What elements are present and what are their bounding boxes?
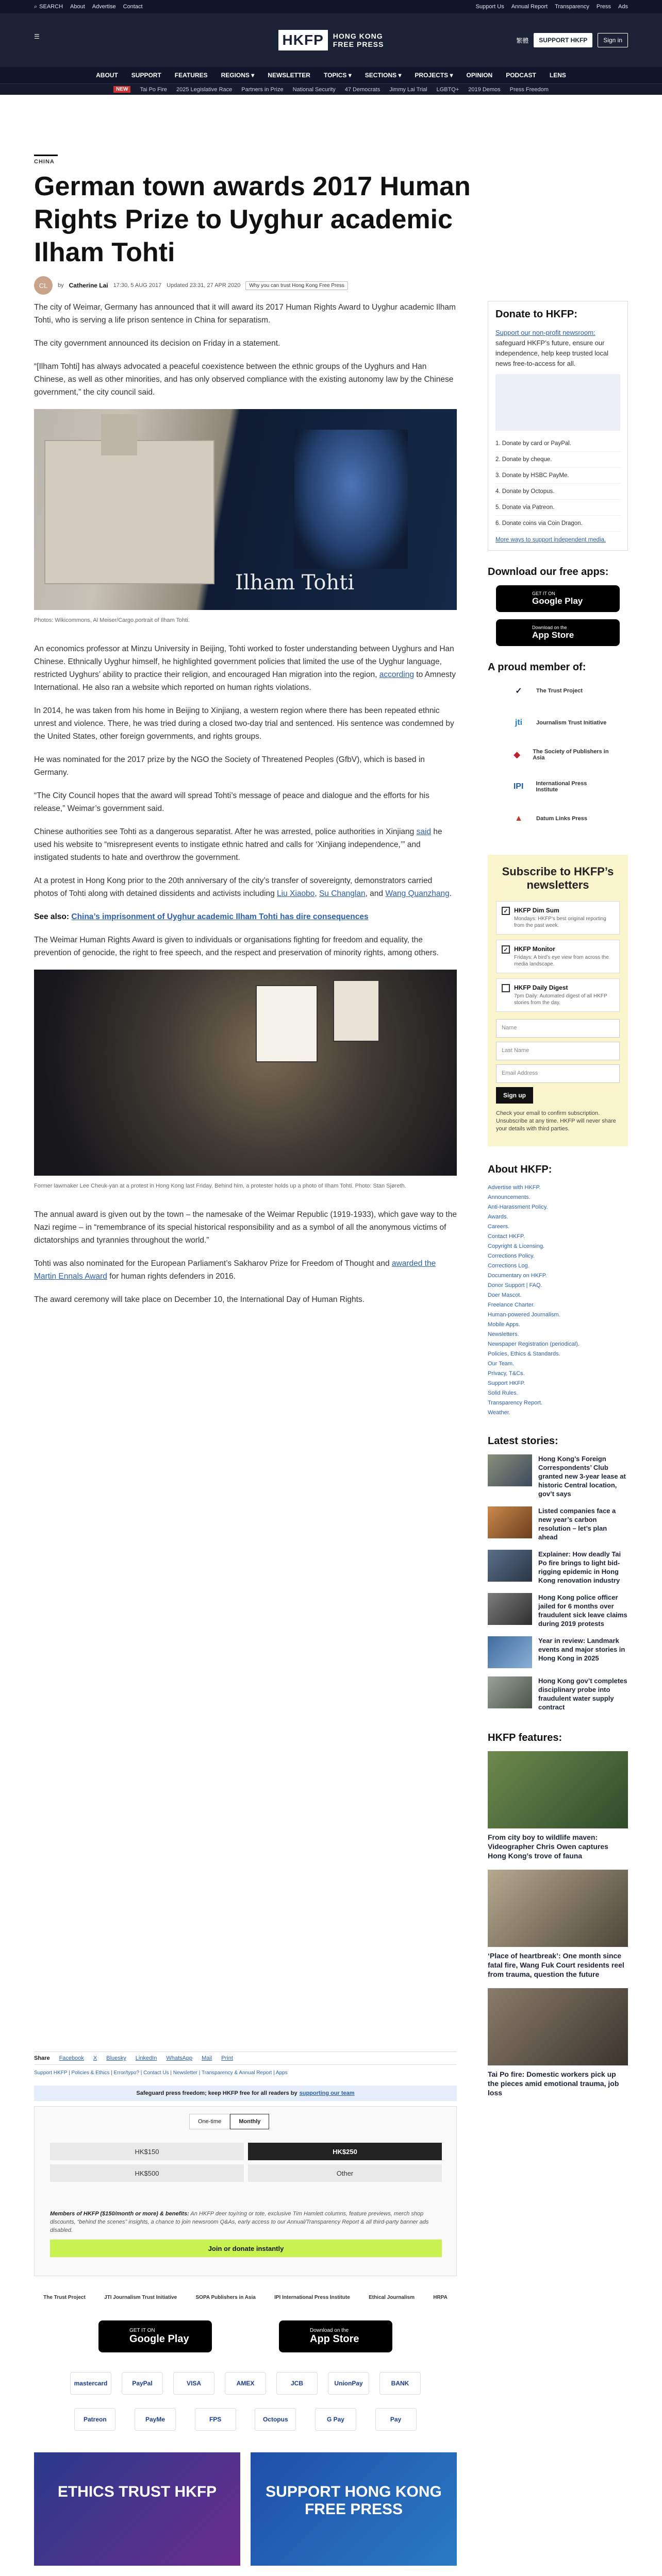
paragraph: Chinese authorities see Tohti as a dangerous separatist. After he was arrested, police authorities in Xinjiang said he used his website to “misrepresent events to instigate ethnic hatred and calls for ‘Xinjiang independence,’” and instigated students to hate and overthrow the government. [34,827,442,862]
share-bluesky[interactable]: Bluesky [106,2055,126,2061]
annual-report-link[interactable]: Annual Report [511,4,548,10]
story-thumbnail [488,1454,532,1486]
article-title: German town awards 2017 Human Rights Prize to Uyghur academic Ilham Tohti [34,172,471,267]
member-logo[interactable]: ✓ The Trust Project [506,681,609,701]
trust-logo[interactable]: HRPA [433,2295,448,2300]
about-link[interactable]: Corrections Log. [488,1263,529,1269]
paragraph: The award ceremony will take place on December 10, the International Day of Human Rights. [34,1295,365,1304]
sidebar-heading: HKFP features: [488,1732,562,1743]
datum-icon: ▲ [515,814,523,823]
weimar-building-image [44,440,214,584]
frequency-toggle [189,2114,269,2129]
story-item[interactable]: Hong Kong police officer jailed for 6 months over fraudulent sick leave claims during 2019 protests [488,1593,628,1628]
nav-item[interactable]: LENS [549,72,566,79]
protest-sign [333,980,379,1042]
advertise-link[interactable]: Advertise [92,4,116,10]
masthead-left [34,33,40,40]
newsletter-signup [488,855,628,1146]
protest-photo [34,970,457,1176]
trending-item[interactable]: 47 Democrats [344,86,380,93]
checkbox-checked[interactable]: ✓ [502,945,510,954]
su-changlan-link[interactable]: Su Changlan [319,889,366,898]
payment-methods-row [65,2372,426,2395]
photo-caption: Photos: Wikicommons, Al Meiser/Cargo.portrait of Ilham Tohti. [34,617,190,623]
google-play-button[interactable]: GET IT ON Google Play [496,585,620,612]
trust-logo-row [34,2295,457,2300]
story-item[interactable]: Hong Kong’s Foreign Correspondents’ Club granted new 3-year lease at historic Central location, gov’t says [488,1454,628,1498]
ethics-promo-video[interactable] [34,2452,240,2566]
donate-button[interactable]: Join or donate instantly [50,2240,442,2257]
ads-link[interactable]: Ads [618,4,628,10]
donate-image [495,374,620,431]
paragraph: In 2014, he was taken from his home in Beijing to Xinjiang, a western region where there has been repeated ethnic unrest and violence. There, he was tried during a closed two-day trial and sentenced. His sentence was condemned by the United States, other foreign governments, and rights groups. [34,706,454,741]
photo-caption: Former lawmaker Lee Cheuk-yan at a protest in Hong Kong last Friday. Behind him, a protester holds up a photo of Ilham Tohti. Photo: Stan Sjøreth. [34,1183,406,1189]
donate-intro: Support our non-profit newsroom: safeguard HKFP’s future, ensure our independence, help keep trusted local news free-to-access for all. [495,329,608,367]
patreon-icon: Patreon [74,2408,115,2431]
liu-xiaobo-link[interactable]: Liu Xiaobo [277,889,315,898]
trending-item[interactable]: LGBTQ+ [436,86,459,93]
according-link[interactable]: according [379,670,414,679]
amount-option-other[interactable]: Other [248,2164,442,2182]
jti-icon: jti [515,718,523,727]
donate-option[interactable]: 1. Donate by card or PayPal. [495,436,620,452]
share-label: Share [34,2055,50,2061]
member-logo[interactable]: IPI International Press Institute [506,776,609,797]
amex-icon: AMEX [225,2372,266,2395]
nav-item[interactable]: ABOUT [96,72,118,79]
nav-item[interactable]: PODCAST [506,72,536,79]
donate-option[interactable]: 2. Donate by cheque. [495,452,620,468]
nav-item[interactable]: TOPICS ▾ [323,72,352,79]
newsletter-option[interactable]: ✓ HKFP Dim Sum Mondays: HKFP’s best original reporting from the past week. [496,901,620,935]
ipi-icon: IPI [513,782,524,791]
sidebar-heading: Download our free apps: [488,566,609,578]
byline-prefix: by [58,282,64,289]
about-link[interactable]: Newspaper Registration (periodical). [488,1341,580,1347]
sign-in-button[interactable]: Sign in [598,33,628,47]
ilham-tohti-photo [34,409,457,610]
about-link[interactable]: Freelance Charter. [488,1302,535,1308]
about-links [488,1183,628,1418]
donate-widget [34,2106,457,2276]
portrait-image [294,430,408,569]
paragraph: The city of Weimar, Germany has announced that it will award its 2017 Human Rights Award to Uyghur academic Ilham Tohti, who is serving a life prison sentence in China for separatism. [34,303,456,325]
about-link[interactable]: Donor Support | FAQ. [488,1282,542,1289]
why-trust-pill[interactable]: Why you can trust Hong Kong Free Press [245,281,348,290]
sopa-icon: ◆ [514,751,520,759]
protest-sign [256,985,318,1062]
email-input[interactable]: Email Address [496,1064,620,1083]
feature-item[interactable]: ‘Place of heartbreak’: One month since fatal fire, Wang Fuk Court residents reel from trauma, question the future [488,1870,628,1979]
story-thumbnail [488,1506,532,1538]
paypal-icon: PayPal [122,2372,163,2395]
article-body [34,301,457,1316]
logo-mark: HKFP [278,30,328,50]
sidebar-heading: A proud member of: [488,662,586,673]
share-x[interactable]: X [93,2055,97,2061]
search-icon: ⌕ [34,3,38,10]
nav-item[interactable]: SECTIONS ▾ [365,72,402,79]
about-link[interactable]: Contact HKFP. [488,1233,525,1240]
feature-image [488,1988,628,2065]
latest-stories [488,1454,628,1711]
mastercard-icon: mastercard [70,2372,111,2395]
trending-bar [0,83,662,95]
subscribe-note: Check your email to confirm subscription. Unsubscribe at any time. HKFP will never share your details with third parties. [496,1110,616,1132]
support-hkfp-button[interactable]: SUPPORT HKFP [534,33,592,47]
support-newsroom-link[interactable]: Support our non-profit newsroom: [495,329,595,336]
trending-item[interactable]: 2019 Demos [468,86,501,93]
feature-image [488,1751,628,1828]
promo-title: ETHICS TRUST HKFP [57,2483,217,2500]
story-item[interactable]: Hong Kong gov’t completes disciplinary probe into fraudulent water supply contract [488,1676,628,1711]
story-thumbnail [488,1593,532,1625]
trending-item[interactable]: Jimmy Lai Trial [389,86,427,93]
newsletter-option[interactable]: ✓ HKFP Monitor Fridays: A bird’s eye view from across the media landscape. [496,940,620,973]
trending-item[interactable]: 2025 Legislative Race [176,86,233,93]
language-link[interactable]: 繁體 [516,37,529,44]
sidebar-heading: Donate to HKFP: [495,309,577,320]
promo-videos [34,2452,457,2566]
trust-logo[interactable]: The Trust Project [43,2295,86,2300]
last-name-input[interactable]: Last Name [496,1042,620,1060]
story-item[interactable]: Explainer: How deadly Tai Po fire brings to light bid-rigging epidemic in Hong Kong renovation industry [488,1550,628,1585]
about-link[interactable]: Announcements. [488,1194,531,1200]
google-play-button[interactable]: GET IT ON Google Play [98,2320,212,2352]
trust-logo[interactable]: SOPA Publishers in Asia [195,2295,256,2300]
share-whatsapp[interactable]: WhatsApp [166,2055,193,2061]
donate-option[interactable]: 5. Donate via Patreon. [495,500,620,516]
menu-icon[interactable]: ☰ [34,33,40,40]
share-linkedin[interactable]: LinkedIn [135,2055,157,2061]
feature-item[interactable]: From city boy to wildlife maven: Videographer Chris Owen captures Hong Kong’s trove of fauna [488,1751,628,1860]
amount-option[interactable]: HK$500 [50,2164,244,2182]
publish-date: 17:30, 5 AUG 2017 [113,282,162,289]
more-ways-link[interactable]: More ways to support independent media. [495,537,606,543]
sign-up-button[interactable]: Sign up [496,1087,533,1104]
nav-item[interactable]: PROJECTS ▾ [415,72,453,79]
trending-item[interactable]: Tai Po Fire [140,86,168,93]
story-thumbnail [488,1636,532,1668]
unionpay-icon: UnionPay [328,2372,369,2395]
story-thumbnail [488,1550,532,1582]
sidebar-heading: About HKFP: [488,1164,552,1175]
trust-logo[interactable]: Ethical Journalism [369,2295,415,2300]
subscribe-title: Subscribe to HKFP’s newsletters [502,865,614,891]
member-logo[interactable]: ▲ Datum Links Press [506,808,609,829]
payme-icon: PayMe [135,2408,176,2431]
paragraph: The Weimar Human Rights Award is given to individuals or organisations fighting for freedom and equality, the prevention of genocide, the right to free speech, and the respect and preservation of minority rights, among others. [34,936,439,957]
donate-options [495,436,620,532]
wang-quanzhang-link[interactable]: Wang Quanzhang [385,889,450,898]
fps-icon: FPS [195,2408,236,2431]
about-link[interactable]: Corrections Policy. [488,1253,535,1259]
about-link[interactable]: Anti-Harassment Policy. [488,1204,548,1210]
app-store-button[interactable]: Download on the App Store [496,619,620,646]
donate-sidebar-box [488,301,628,551]
member-logo[interactable]: jti Journalism Trust Initiative [506,713,609,733]
sidebar-heading: Latest stories: [488,1435,558,1447]
support-banner: Safeguard press freedom; keep HKFP free for all readers by supporting our team [34,2086,457,2101]
trending-item[interactable]: National Security [292,86,336,93]
logo-text: HONG KONG FREE PRESS [333,32,384,48]
donate-option[interactable]: 6. Donate coins via Coin Dragon. [495,516,620,532]
category-label[interactable]: CHINA [34,159,55,165]
one-time-option[interactable]: One-time [189,2114,230,2129]
kicker-rule [34,155,58,156]
amount-option-selected[interactable]: HK$250 [248,2143,442,2160]
about-link[interactable]: Copyright & Licensing. [488,1243,545,1249]
about-link[interactable]: Weather. [488,1410,510,1416]
about-link[interactable]: Transparency Report. [488,1400,542,1406]
trust-logo[interactable]: JTI Journalism Trust Initiative [104,2295,177,2300]
paragraph: The city government announced its decision on Friday in a statement. [34,339,280,348]
support-us-link[interactable]: Support Us [475,4,504,10]
trust-logo[interactable]: IPI International Press Institute [274,2295,350,2300]
about-link[interactable]: Awards. [488,1214,508,1220]
about-link[interactable]: Human-powered Journalism. [488,1312,560,1318]
trending-item[interactable]: Partners in Prize [241,86,284,93]
trust-project-icon: ✓ [515,687,522,696]
masthead [0,13,662,67]
press-link[interactable]: Press [596,4,611,10]
share-facebook[interactable]: Facebook [59,2055,84,2061]
about-link[interactable]: Newsletters. [488,1331,519,1337]
nav-item[interactable]: REGIONS ▾ [221,72,255,79]
about-link[interactable]: Mobile Apps. [488,1321,520,1328]
main-nav [0,67,662,83]
story-item[interactable]: Listed companies face a new year’s carbon resolution – let’s plan ahead [488,1506,628,1541]
feature-item[interactable]: Tai Po fire: Domestic workers pick up the pieces amid emotional trauma, job loss [488,1988,628,2097]
see-also: See also: China’s imprisonment of Uyghur academic Ilham Tohti has dire consequences [34,912,369,921]
story-thumbnail [488,1676,532,1708]
amount-option[interactable]: HK$150 [50,2143,244,2160]
share-print[interactable]: Print [221,2055,233,2061]
membership-note: Members of HKFP ($150/month or more) & benefits: An HKFP deer toy/ring or tote, exclusive Tim Hamlett columns, feature previews, merch shop discounts, “behind the scenes” insights, a chance to join newsroom Q&As, early access to our Annual/Transparency Report & all third-party banner ads disabled. [50,2211,429,2233]
donate-option[interactable]: 4. Donate by Octopus. [495,484,620,500]
promo-title: SUPPORT HONG KONG FREE PRESS [266,2483,442,2518]
about-link[interactable]: About [70,4,85,10]
feature-image [488,1870,628,1947]
paragraph: “[Ilham Tohti] has always advocated a peaceful coexistence between the ethnic groups of the Uyghurs and Han Chinese, as well as other minorities, and has only observed compliance with the existing autonomy law by the Chinese government,” the city council said. [34,362,454,397]
byline [34,276,477,295]
building-tower [101,414,137,455]
member-logo[interactable]: ◆ The Society of Publishers in Asia [506,744,609,765]
site-logo[interactable] [278,30,384,50]
said-link[interactable]: said [416,827,432,836]
monthly-option[interactable]: Monthly [230,2114,269,2129]
paragraph: “The City Council hopes that the award will spread Tohti’s message of peace and dialogue and the efforts for his release,” Weimar’s government said. [34,791,429,813]
updated-date: Updated 23:31, 27 APR 2020 [167,282,241,289]
amount-options [50,2143,442,2182]
search-link[interactable]: ⌕ SEARCH [34,3,63,10]
app-store-button[interactable]: Download on the App Store [279,2320,392,2352]
donate-option[interactable]: 3. Donate by HSBC PayMe. [495,468,620,484]
paragraph: An economics professor at Minzu University in Beijing, Tohti worked to foster understanding between Uyghurs and Han Chinese. Ethnically Uyghur himself, he highlighted government policies that limited the use of the Uyghur language, restricted Uyghurs’ ability to practice their religion, and encouraged Han migration into the region, according to Amnesty International. He also ran a website which reported on human rights violations. [34,645,456,692]
jcb-icon: JCB [276,2372,318,2395]
octopus-icon: Octopus [255,2408,296,2431]
contact-link[interactable]: Contact [123,4,143,10]
about-link[interactable]: Solid Rules. [488,1390,518,1396]
about-link[interactable]: Policies, Ethics & Standards. [488,1351,560,1357]
about-link[interactable]: Careers. [488,1224,510,1230]
paragraph: At a protest in Hong Kong prior to the 20th anniversary of the city’s transfer of sovereignty, demonstrators carried photos of Tohti along with detained dissidents and activists including Liu Xiaobo, Su Changlan, and Wang Quanzhang. [34,876,452,898]
masthead-actions [516,33,628,47]
about-link[interactable]: Advertise with HKFP. [488,1184,541,1191]
paragraph: Tohti was also nominated for the European Parliament’s Sakharov Prize for Freedom of Thought and awarded the Martin Ennals Award for human rights defenders in 2016. [34,1259,436,1281]
nav-item[interactable]: FEATURES [174,72,208,79]
transparency-link[interactable]: Transparency [555,4,589,10]
new-badge: NEW [113,86,130,93]
paragraph: He was nominated for the 2017 prize by the NGO the Society of Threatened Peoples (GfbV), which is based in Germany. [34,755,425,777]
support-promo-video[interactable] [251,2452,457,2566]
martin-ennals-link[interactable]: awarded the Martin Ennals Award [34,1259,436,1281]
visa-icon: VISA [173,2372,214,2395]
see-also-link[interactable]: China’s imprisonment of Uyghur academic Ilham Tohti has dire consequences [71,912,369,921]
about-link[interactable]: Our Team. [488,1361,515,1367]
payment-methods-row [65,2408,426,2431]
app-store-buttons [65,2320,426,2352]
bank-icon: BANK [379,2372,421,2395]
checkbox-unchecked[interactable] [502,984,510,992]
apple-pay-icon: Pay [375,2408,417,2431]
top-utility-bar [0,0,662,13]
author-avatar[interactable]: CL [34,276,53,295]
story-item[interactable]: Year in review: Landmark events and major stories in Hong Kong in 2025 [488,1636,628,1668]
share-bar [34,2052,457,2065]
about-link[interactable]: Doer Mascot. [488,1292,522,1298]
share-mail[interactable]: Mail [202,2055,212,2061]
about-link[interactable]: Documentary on HKFP. [488,1273,547,1279]
nav-item[interactable]: NEWSLETTER [268,72,310,79]
photo-overlay-text: Ilham Tohti [235,571,355,595]
article-footer-links[interactable]: Support HKFP | Policies & Ethics | Error/typo? | Contact Us | Newsletter | Transparency & Annual Report | Apps [34,2070,288,2076]
paragraph: The annual award is given out by the town – the namesake of the Weimar Republic (1919-1933), which gave way to the Nazi regime – in “remembrance of its special historical responsibility and as a symbol of all the anonymous victims of dictatorships and tyrannies throughout the world.” [34,1210,457,1245]
author-name[interactable]: Catherine Lai [69,282,108,289]
newsletter-option[interactable]: HKFP Daily Digest 7pm Daily: Automated digest of all HKFP stories from the day. [496,978,620,1012]
trending-item[interactable]: Press Freedom [509,86,549,93]
sidebar [488,301,628,2107]
nav-item[interactable]: SUPPORT [131,72,161,79]
name-input[interactable]: Name [496,1019,620,1038]
checkbox-checked[interactable]: ✓ [502,907,510,915]
google-pay-icon: G Pay [315,2408,356,2431]
about-link[interactable]: Support HKFP. [488,1380,525,1386]
nav-item[interactable]: OPINION [466,72,493,79]
support-team-link[interactable]: supporting our team [299,2090,355,2096]
about-link[interactable]: Privacy, T&Cs. [488,1370,525,1377]
